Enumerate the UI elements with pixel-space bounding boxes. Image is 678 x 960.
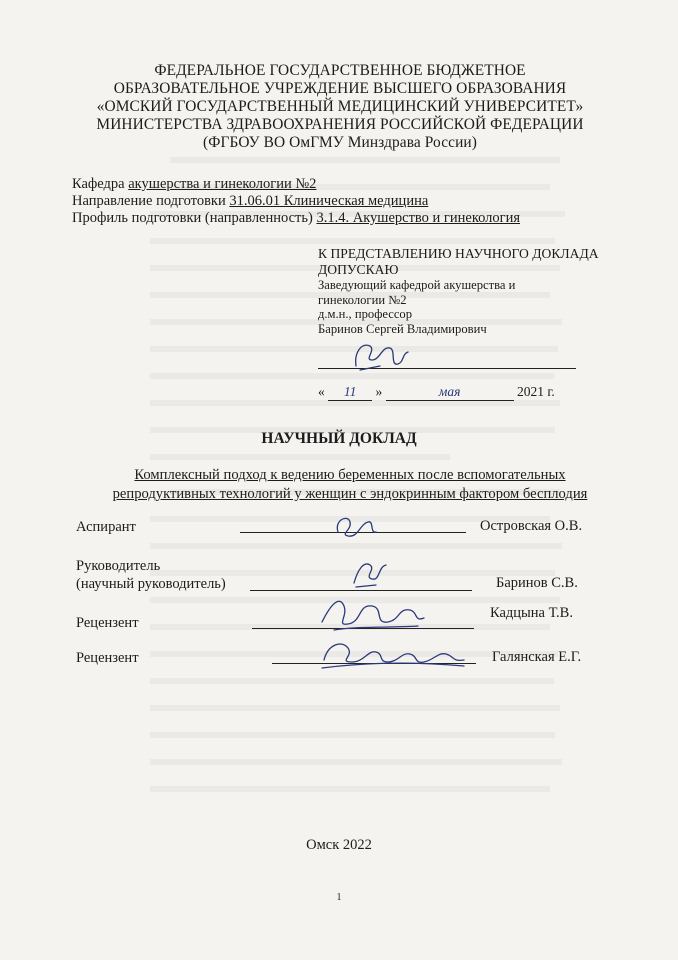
reviewer-1-name: Кадцына Т.В. [490, 605, 573, 621]
approver-signature [350, 336, 410, 376]
approver-position-1: Заведующий кафедрой акушерства и [318, 278, 516, 292]
aspirant-signature [330, 508, 380, 542]
report-topic [100, 466, 600, 504]
org-line-4: МИНИСТЕРСТВА ЗДРАВООХРАНЕНИЯ РОССИЙСКОЙ ФЕДЕРАЦИИ [96, 116, 584, 133]
supervisor-role-1: Руководитель [76, 558, 161, 574]
approver-position-2: гинекологии №2 [318, 292, 407, 307]
approval-heading-2: ДОПУСКАЮ [318, 262, 399, 277]
approval-heading-1: К ПРЕДСТАВЛЕНИЮ НАУЧНОГО ДОКЛАДА [318, 246, 599, 261]
approver-name: Баринов Сергей Владимирович [318, 321, 487, 336]
date-day: 11 [328, 384, 372, 401]
reviewer-2-signature [318, 632, 468, 676]
profile-label: Профиль подготовки (направленность) [72, 210, 317, 226]
supervisor-role-2: (научный руководитель) [76, 576, 226, 592]
profile-line [72, 210, 520, 227]
date-close-quote: » [375, 384, 383, 399]
approver-degree: д.м.н., профессор [318, 307, 413, 321]
aspirant-name: Островская О.В. [480, 518, 583, 534]
department-value: акушерства и гинекологии №2 [128, 176, 317, 192]
org-line-2: ОБРАЗОВАТЕЛЬНОЕ УЧРЕЖДЕНИЕ ВЫСШЕГО ОБРАЗОВАНИЯ [113, 80, 567, 97]
reviewer-1-role: Рецензент [76, 615, 139, 631]
topic-line-1: Комплексный подход к ведению беременных после вспомогательных [134, 467, 566, 483]
reviewer-2-name: Галянская Е.Г. [492, 649, 582, 665]
direction-line [72, 193, 428, 210]
aspirant-role: Аспирант [76, 519, 136, 535]
department-line [72, 176, 316, 193]
approval-block [318, 246, 618, 336]
reviewer-1-signature [318, 592, 428, 636]
direction-label: Направление подготовки [72, 193, 230, 209]
supervisor-name: Баринов С.В. [496, 575, 578, 591]
date-open-quote: « [318, 384, 325, 399]
department-label: Кафедра [72, 176, 129, 192]
org-line-5: (ФГБОУ ВО ОмГМУ Минздрава России) [203, 134, 477, 151]
reviewer-2-role: Рецензент [76, 650, 139, 666]
city-year: Омск 2022 [306, 837, 372, 853]
topic-line-2: репродуктивных технологий у женщин с эндокринным фактором бесплодия [112, 486, 588, 502]
page-number: 1 [336, 892, 342, 903]
organization-header [60, 62, 620, 152]
supervisor-signature [350, 555, 390, 591]
approval-date [318, 384, 555, 401]
org-line-3: «ОМСКИЙ ГОСУДАРСТВЕННЫЙ МЕДИЦИНСКИЙ УНИВЕРСИТЕТ» [96, 98, 584, 115]
profile-value: 3.1.4. Акушерство и гинекология [316, 210, 521, 226]
date-month: мая [386, 384, 514, 401]
org-line-1: ФЕДЕРАЛЬНОЕ ГОСУДАРСТВЕННОЕ БЮДЖЕТНОЕ [154, 62, 526, 79]
date-year: 2021 г. [517, 384, 555, 399]
direction-value: 31.06.01 Клиническая медицина [229, 193, 429, 209]
document-title: НАУЧНЫЙ ДОКЛАД [261, 430, 417, 447]
